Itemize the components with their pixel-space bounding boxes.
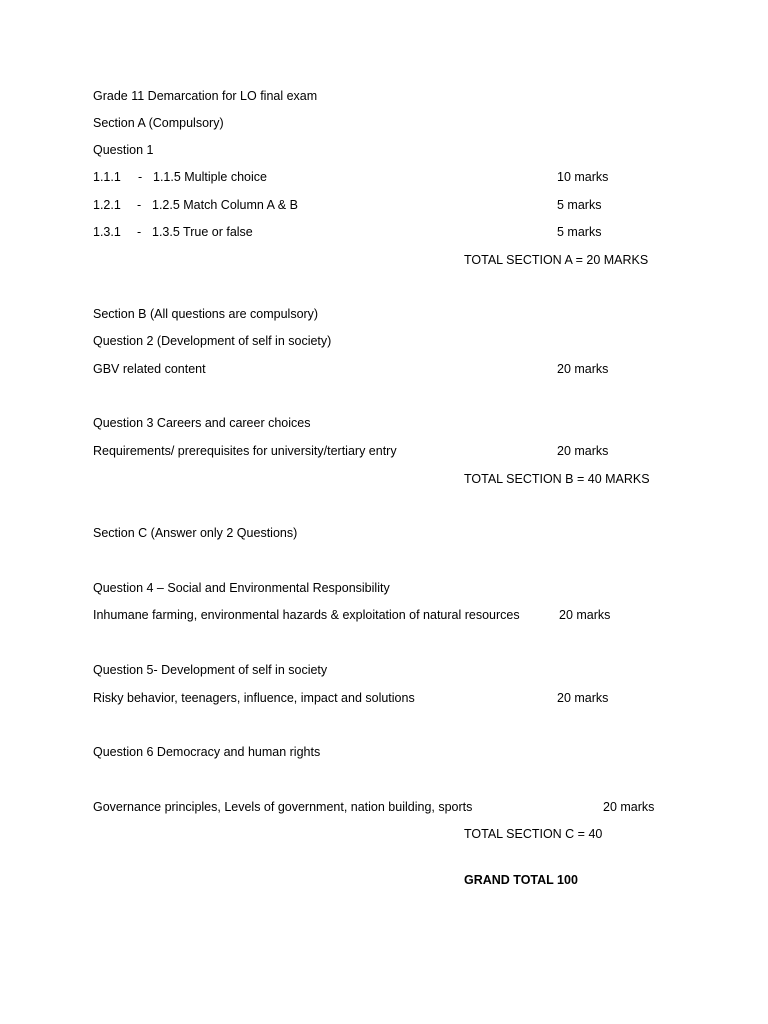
question-6-title: Question 6 Democracy and human rights <box>93 745 321 759</box>
question-2-content: GBV related content <box>93 362 206 376</box>
item-description: 1.1.5 Multiple choice <box>153 170 267 184</box>
section-b-heading: Section B (All questions are compulsory) <box>93 307 319 321</box>
question-4-content: Inhumane farming, environmental hazards & exploitation of natural resources <box>93 608 520 622</box>
item-description: 1.2.5 Match Column A & B <box>152 198 298 212</box>
question-5-marks: 20 marks <box>557 691 609 705</box>
item-marks: 10 marks <box>557 170 609 184</box>
section-c-heading: Section C (Answer only 2 Questions) <box>93 526 298 540</box>
question-3-content: Requirements/ prerequisites for university/tertiary entry <box>93 444 397 458</box>
item-dash: - <box>138 170 143 184</box>
item-description: 1.3.5 True or false <box>152 225 253 239</box>
question-3-title: Question 3 Careers and career choices <box>93 416 311 430</box>
question-1-title: Question 1 <box>93 143 154 157</box>
question-2-title: Question 2 (Development of self in society) <box>93 334 332 348</box>
item-dash: - <box>137 225 142 239</box>
question-6-marks: 20 marks <box>603 800 655 814</box>
item-number: 1.3.1 <box>93 225 121 239</box>
item-marks: 5 marks <box>557 198 602 212</box>
grand-total: GRAND TOTAL 100 <box>464 873 578 887</box>
question-4-title: Question 4 – Social and Environmental Responsibility <box>93 581 390 595</box>
item-marks: 5 marks <box>557 225 602 239</box>
item-dash: - <box>137 198 142 212</box>
question-5-content: Risky behavior, teenagers, influence, impact and solutions <box>93 691 415 705</box>
question-4-marks: 20 marks <box>559 608 611 622</box>
question-2-marks: 20 marks <box>557 362 609 376</box>
item-number: 1.2.1 <box>93 198 121 212</box>
question-6-content: Governance principles, Levels of government, nation building, sports <box>93 800 473 814</box>
section-a-heading: Section A (Compulsory) <box>93 116 224 130</box>
question-5-title: Question 5- Development of self in society <box>93 663 328 677</box>
section-b-total: TOTAL SECTION B = 40 MARKS <box>464 472 650 486</box>
question-3-marks: 20 marks <box>557 444 609 458</box>
item-number: 1.1.1 <box>93 170 121 184</box>
section-c-total: TOTAL SECTION C = 40 <box>464 827 603 841</box>
document-title: Grade 11 Demarcation for LO final exam <box>93 89 318 103</box>
section-a-total: TOTAL SECTION A = 20 MARKS <box>464 253 649 267</box>
